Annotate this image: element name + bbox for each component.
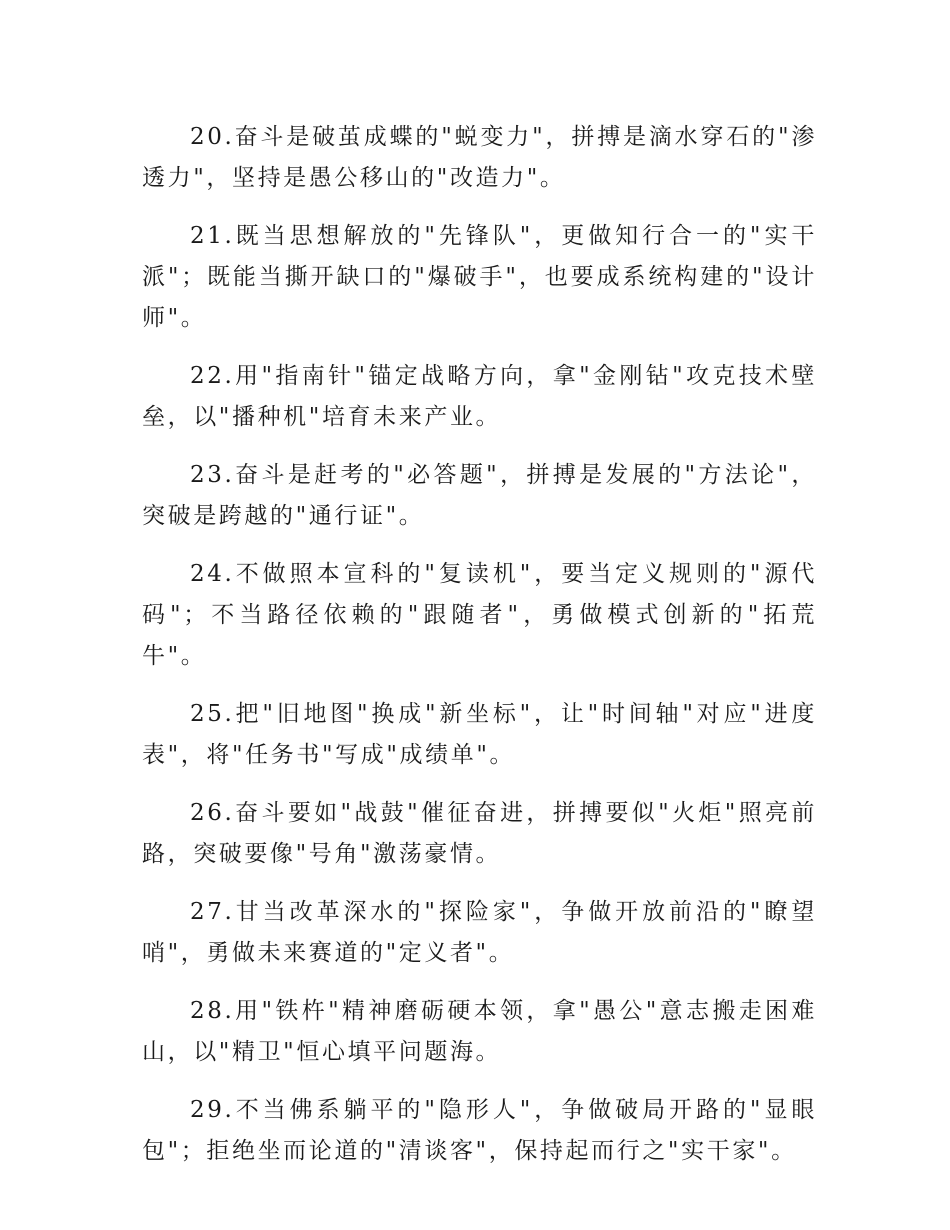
paragraph-24: 24.不做照本宣科的"复读机"，要当定义规则的"源代码"；不当路径依赖的"跟随者"，勇做模式创新的"拓荒牛"。 <box>142 561 817 669</box>
paragraph-21: 21.既当思想解放的"先锋队"，更做知行合一的"实干派"；既能当撕开缺口的"爆破手"，也要成系统构建的"设计师"。 <box>142 223 817 331</box>
paragraph-28: 28.用"铁杵"精神磨砺硬本领，拿"愚公"意志搬走困难山，以"精卫"恒心填平问题海。 <box>142 998 817 1065</box>
paragraph-20: 20.奋斗是破茧成蝶的"蜕变力"，拼搏是滴水穿石的"渗透力"，坚持是愚公移山的"改造力"。 <box>142 124 817 191</box>
paragraph-26: 26.奋斗要如"战鼓"催征奋进，拼搏要似"火炬"照亮前路，突破要像"号角"激荡豪情。 <box>142 800 817 867</box>
paragraph-23: 23.奋斗是赶考的"必答题"，拼搏是发展的"方法论"，突破是跨越的"通行证"。 <box>142 462 817 529</box>
document-body <box>142 117 817 1189</box>
paragraph-29: 29.不当佛系躺平的"隐形人"，争做破局开路的"显眼包"；拒绝坐而论道的"清谈客"，保持起而行之"实干家"。 <box>142 1097 817 1164</box>
paragraph-27: 27.甘当改革深水的"探险家"，争做开放前沿的"瞭望哨"，勇做未来赛道的"定义者"。 <box>142 899 817 966</box>
paragraph-25: 25.把"旧地图"换成"新坐标"，让"时间轴"对应"进度表"，将"任务书"写成"成绩单"。 <box>142 701 817 768</box>
paragraph-22: 22.用"指南针"锚定战略方向，拿"金刚钻"攻克技术壁垒，以"播种机"培育未来产业。 <box>142 363 817 430</box>
